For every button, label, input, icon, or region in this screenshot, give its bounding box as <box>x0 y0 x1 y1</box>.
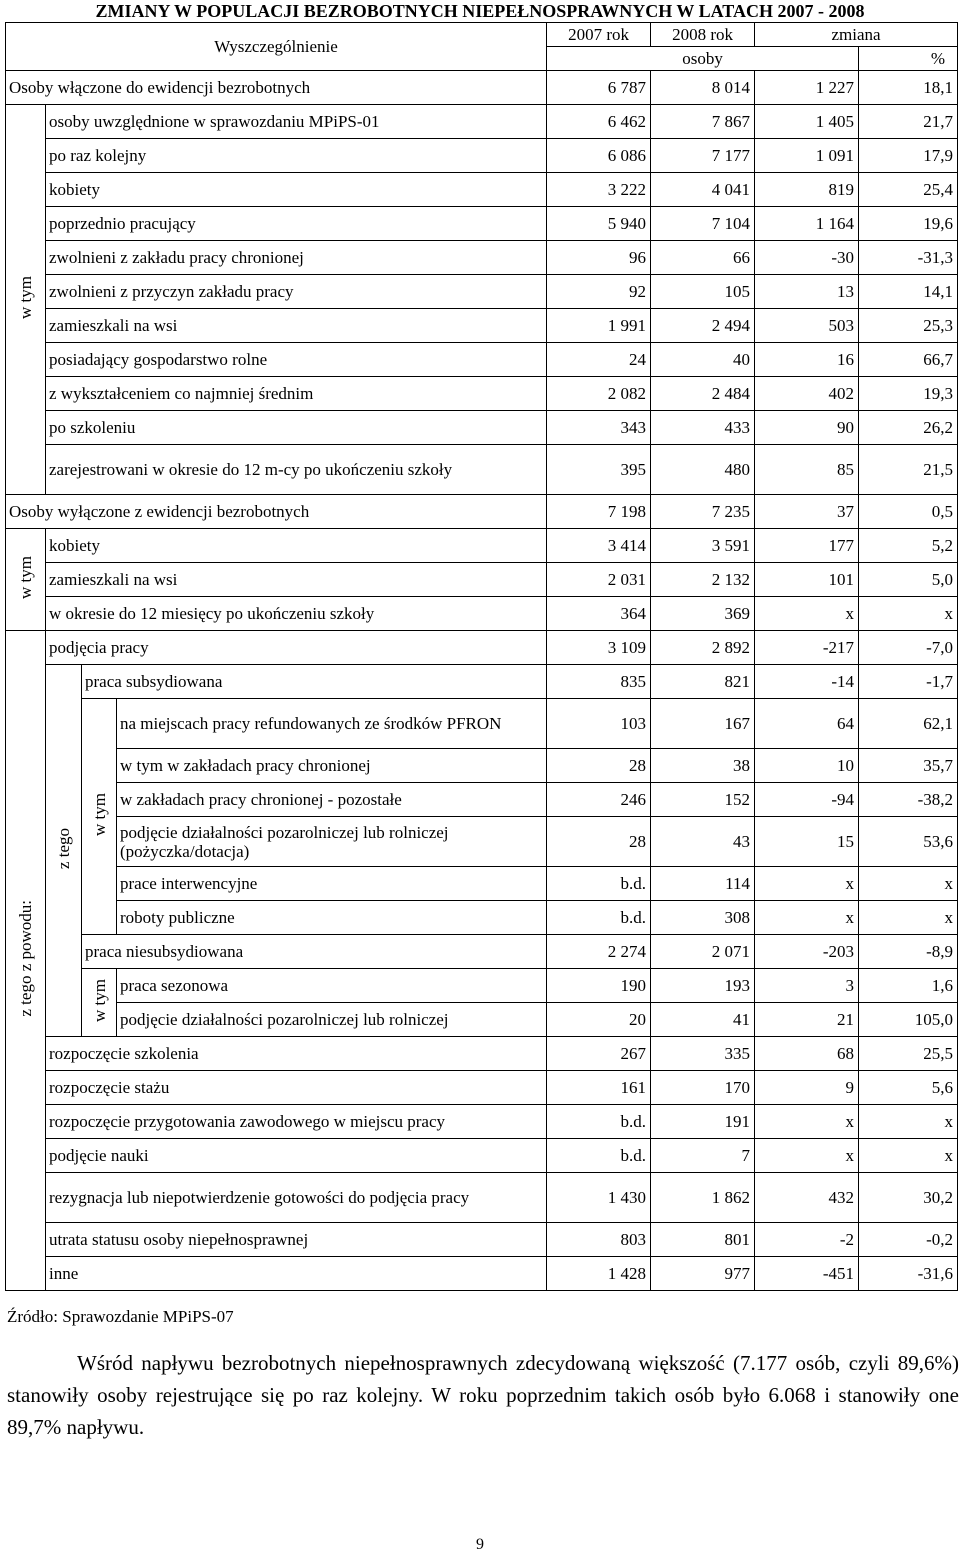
cell-y2008: 2 132 <box>651 563 755 597</box>
cell-y2008: 7 235 <box>651 495 755 529</box>
cell-pct: 66,7 <box>859 343 958 377</box>
cell-pct: 1,6 <box>859 969 958 1003</box>
row-label: prace interwencyjne <box>117 867 547 901</box>
cell-pct: 30,2 <box>859 1173 958 1223</box>
header-change: zmiana <box>755 23 958 47</box>
row-label: podjęcie działalności pozarolniczej lub rolniczej <box>117 1003 547 1037</box>
table-row <box>6 241 958 275</box>
cell-y2008: 480 <box>651 445 755 495</box>
cell-y2008: 152 <box>651 783 755 817</box>
row-label: w okresie do 12 miesięcy po ukończeniu szkoły <box>46 597 547 631</box>
page-number: 9 <box>476 1536 484 1553</box>
cell-diff: x <box>755 901 859 935</box>
table-row <box>6 411 958 445</box>
row-label: kobiety <box>46 529 547 563</box>
table-row <box>6 1257 958 1291</box>
row-label: z wykształceniem co najmniej średnim <box>46 377 547 411</box>
cell-y2007: 7 198 <box>547 495 651 529</box>
cell-y2007: 2 031 <box>547 563 651 597</box>
cell-y2007: b.d. <box>547 1139 651 1173</box>
table-row <box>6 1173 958 1223</box>
cell-y2008: 308 <box>651 901 755 935</box>
cell-y2008: 2 071 <box>651 935 755 969</box>
header-percent: % <box>859 47 958 71</box>
unemployment-table <box>5 22 958 1291</box>
cell-pct: -8,9 <box>859 935 958 969</box>
row-label: w zakładach pracy chronionej - pozostałe <box>117 783 547 817</box>
cell-pct: -1,7 <box>859 665 958 699</box>
cell-y2007: 1 991 <box>547 309 651 343</box>
row-label: praca sezonowa <box>117 969 547 1003</box>
row-label: Osoby wyłączone z ewidencji bezrobotnych <box>6 495 547 529</box>
cell-pct: 5,2 <box>859 529 958 563</box>
cell-y2007: 343 <box>547 411 651 445</box>
cell-y2007: 28 <box>547 817 651 867</box>
row-label: rezygnacja lub niepotwierdzenie gotowości do podjęcia pracy <box>46 1173 547 1223</box>
cell-y2007: 20 <box>547 1003 651 1037</box>
group-w-tym-included <box>6 105 46 495</box>
table-row <box>6 1223 958 1257</box>
row-label: posiadający gospodarstwo rolne <box>46 343 547 377</box>
cell-y2008: 7 104 <box>651 207 755 241</box>
cell-diff: -94 <box>755 783 859 817</box>
row-label: osoby uwzględnione w sprawozdaniu MPiPS-01 <box>46 105 547 139</box>
cell-pct: x <box>859 867 958 901</box>
cell-diff: 432 <box>755 1173 859 1223</box>
cell-y2007: 803 <box>547 1223 651 1257</box>
row-label: zwolnieni z przyczyn zakładu pracy <box>46 275 547 309</box>
cell-y2007: 2 082 <box>547 377 651 411</box>
cell-y2007: b.d. <box>547 901 651 935</box>
cell-pct: 17,9 <box>859 139 958 173</box>
row-label: roboty publiczne <box>117 901 547 935</box>
cell-diff: 16 <box>755 343 859 377</box>
header-row <box>6 23 958 47</box>
cell-y2008: 369 <box>651 597 755 631</box>
cell-diff: 85 <box>755 445 859 495</box>
cell-diff: 13 <box>755 275 859 309</box>
cell-pct: 5,6 <box>859 1071 958 1105</box>
cell-pct: 21,5 <box>859 445 958 495</box>
row-label: podjęcia pracy <box>46 631 547 665</box>
table-row <box>6 783 958 817</box>
cell-pct: -38,2 <box>859 783 958 817</box>
table-title: ZMIANY W POPULACJI BEZROBOTNYCH NIEPEŁNOSPRAWNYCH W LATACH 2007 - 2008 <box>95 1 865 21</box>
header-persons: osoby <box>547 47 859 71</box>
cell-y2008: 335 <box>651 1037 755 1071</box>
cell-diff: 1 164 <box>755 207 859 241</box>
source-note: Źródło: Sprawozdanie MPiPS-07 <box>7 1307 234 1326</box>
cell-pct: 19,3 <box>859 377 958 411</box>
cell-y2007: 96 <box>547 241 651 275</box>
cell-y2007: 267 <box>547 1037 651 1071</box>
cell-y2007: 103 <box>547 699 651 749</box>
cell-y2007: 1 430 <box>547 1173 651 1223</box>
cell-pct: 105,0 <box>859 1003 958 1037</box>
cell-pct: 25,4 <box>859 173 958 207</box>
cell-pct: 53,6 <box>859 817 958 867</box>
cell-y2008: 193 <box>651 969 755 1003</box>
row-label: zamieszkali na wsi <box>46 309 547 343</box>
row-label: praca subsydiowana <box>82 665 547 699</box>
row-label: inne <box>46 1257 547 1291</box>
row-label: na miejscach pracy refundowanych ze środków PFRON <box>117 699 547 749</box>
cell-diff: 177 <box>755 529 859 563</box>
cell-diff: 15 <box>755 817 859 867</box>
cell-diff: 1 405 <box>755 105 859 139</box>
cell-diff: 503 <box>755 309 859 343</box>
cell-pct: 26,2 <box>859 411 958 445</box>
row-label: podjęcie działalności pozarolniczej lub rolniczej (pożyczka/dotacja) <box>117 817 547 867</box>
cell-y2008: 2 494 <box>651 309 755 343</box>
cell-pct: 5,0 <box>859 563 958 597</box>
cell-y2008: 821 <box>651 665 755 699</box>
table-row <box>6 105 958 139</box>
group-w-tym-unsubsidized <box>82 969 117 1037</box>
cell-diff: 21 <box>755 1003 859 1037</box>
cell-diff: 9 <box>755 1071 859 1105</box>
cell-pct: x <box>859 597 958 631</box>
row-label: Osoby włączone do ewidencji bezrobotnych <box>6 71 547 105</box>
cell-y2008: 167 <box>651 699 755 749</box>
cell-y2008: 43 <box>651 817 755 867</box>
cell-y2008: 191 <box>651 1105 755 1139</box>
header-spec: Wyszczególnienie <box>6 23 547 71</box>
cell-pct: 21,7 <box>859 105 958 139</box>
cell-y2008: 2 484 <box>651 377 755 411</box>
cell-diff: x <box>755 597 859 631</box>
cell-y2007: 2 274 <box>547 935 651 969</box>
cell-y2008: 7 <box>651 1139 755 1173</box>
table-row <box>6 71 958 105</box>
cell-y2008: 7 177 <box>651 139 755 173</box>
cell-y2007: 28 <box>547 749 651 783</box>
cell-y2008: 2 892 <box>651 631 755 665</box>
cell-y2008: 433 <box>651 411 755 445</box>
cell-y2007: b.d. <box>547 1105 651 1139</box>
cell-pct: 62,1 <box>859 699 958 749</box>
cell-y2007: 3 414 <box>547 529 651 563</box>
row-label: podjęcie nauki <box>46 1139 547 1173</box>
cell-diff: 64 <box>755 699 859 749</box>
cell-y2008: 801 <box>651 1223 755 1257</box>
cell-diff: -451 <box>755 1257 859 1291</box>
cell-y2008: 170 <box>651 1071 755 1105</box>
cell-y2008: 3 591 <box>651 529 755 563</box>
cell-pct: x <box>859 901 958 935</box>
cell-pct: -31,6 <box>859 1257 958 1291</box>
cell-diff: -14 <box>755 665 859 699</box>
cell-diff: 37 <box>755 495 859 529</box>
cell-y2008: 8 014 <box>651 71 755 105</box>
table-row <box>6 1139 958 1173</box>
row-label: w tym w zakładach pracy chronionej <box>117 749 547 783</box>
table-row <box>6 1071 958 1105</box>
table-row <box>6 309 958 343</box>
cell-diff: 90 <box>755 411 859 445</box>
group-label: w tym <box>16 556 35 599</box>
table-row <box>6 275 958 309</box>
cell-diff: 819 <box>755 173 859 207</box>
group-w-tym-excluded <box>6 529 46 631</box>
row-label: zwolnieni z zakładu pracy chronionej <box>46 241 547 275</box>
group-label: z tego z powodu: <box>16 900 35 1017</box>
table-row <box>6 969 958 1003</box>
table-row <box>6 563 958 597</box>
cell-y2007: 6 462 <box>547 105 651 139</box>
table-row <box>6 445 958 495</box>
group-w-tym-subsidized <box>82 699 117 935</box>
cell-y2007: 161 <box>547 1071 651 1105</box>
cell-y2008: 114 <box>651 867 755 901</box>
cell-y2007: 190 <box>547 969 651 1003</box>
cell-pct: x <box>859 1105 958 1139</box>
cell-y2008: 40 <box>651 343 755 377</box>
cell-diff: 1 091 <box>755 139 859 173</box>
row-label: rozpoczęcie szkolenia <box>46 1037 547 1071</box>
cell-diff: 402 <box>755 377 859 411</box>
cell-pct: 18,1 <box>859 71 958 105</box>
cell-pct: -31,3 <box>859 241 958 275</box>
table-row <box>6 699 958 749</box>
table-row <box>6 173 958 207</box>
cell-y2007: 835 <box>547 665 651 699</box>
table-row <box>6 377 958 411</box>
group-z-tego <box>46 665 82 1037</box>
table-row <box>6 597 958 631</box>
cell-y2008: 977 <box>651 1257 755 1291</box>
header-2008: 2008 rok <box>651 23 755 47</box>
row-label: po szkoleniu <box>46 411 547 445</box>
cell-diff: x <box>755 867 859 901</box>
cell-y2008: 105 <box>651 275 755 309</box>
group-z-tego-z-powodu <box>6 631 46 1291</box>
cell-pct: -7,0 <box>859 631 958 665</box>
row-label: praca niesubsydiowana <box>82 935 547 969</box>
cell-y2007: 3 222 <box>547 173 651 207</box>
cell-y2008: 7 867 <box>651 105 755 139</box>
cell-pct: 35,7 <box>859 749 958 783</box>
table-row <box>6 935 958 969</box>
cell-diff: 3 <box>755 969 859 1003</box>
table-row <box>6 1037 958 1071</box>
cell-pct: x <box>859 1139 958 1173</box>
table-row <box>6 867 958 901</box>
cell-y2007: 24 <box>547 343 651 377</box>
cell-diff: 1 227 <box>755 71 859 105</box>
cell-y2007: 246 <box>547 783 651 817</box>
cell-y2007: b.d. <box>547 867 651 901</box>
table-row <box>6 343 958 377</box>
cell-y2007: 395 <box>547 445 651 495</box>
cell-pct: 25,3 <box>859 309 958 343</box>
cell-pct: 19,6 <box>859 207 958 241</box>
header-2007: 2007 rok <box>547 23 651 47</box>
cell-diff: -203 <box>755 935 859 969</box>
table-row <box>6 1003 958 1037</box>
cell-diff: 68 <box>755 1037 859 1071</box>
cell-y2007: 6 787 <box>547 71 651 105</box>
table-row <box>6 1105 958 1139</box>
cell-y2008: 38 <box>651 749 755 783</box>
cell-y2007: 92 <box>547 275 651 309</box>
cell-y2007: 6 086 <box>547 139 651 173</box>
cell-y2008: 66 <box>651 241 755 275</box>
group-label: w tym <box>16 276 35 319</box>
cell-pct: 0,5 <box>859 495 958 529</box>
cell-pct: -0,2 <box>859 1223 958 1257</box>
table-row <box>6 665 958 699</box>
table-row <box>6 495 958 529</box>
row-label: utrata statusu osoby niepełnosprawnej <box>46 1223 547 1257</box>
cell-y2007: 1 428 <box>547 1257 651 1291</box>
cell-diff: x <box>755 1105 859 1139</box>
group-label: w tym <box>89 793 109 836</box>
cell-y2008: 4 041 <box>651 173 755 207</box>
table-row <box>6 529 958 563</box>
cell-pct: 25,5 <box>859 1037 958 1071</box>
summary-paragraph: Wśród napływu bezrobotnych niepełnosprawnych zdecydowaną większość (7.177 osób, czyli 89,6%) stanowiły osoby rejestrujące się po raz kolejny. W roku poprzednim takich osób było 6.068 i stanowiły one 89,7% napływu. <box>7 1351 959 1439</box>
cell-diff: -2 <box>755 1223 859 1257</box>
table-row <box>6 901 958 935</box>
cell-y2008: 1 862 <box>651 1173 755 1223</box>
cell-diff: x <box>755 1139 859 1173</box>
group-label: z tego <box>54 827 73 870</box>
table-row <box>6 631 958 665</box>
cell-diff: -30 <box>755 241 859 275</box>
cell-diff: -217 <box>755 631 859 665</box>
table-row <box>6 207 958 241</box>
cell-y2008: 41 <box>651 1003 755 1037</box>
row-label: po raz kolejny <box>46 139 547 173</box>
cell-y2007: 3 109 <box>547 631 651 665</box>
table-row <box>6 749 958 783</box>
row-label: poprzednio pracujący <box>46 207 547 241</box>
row-label: rozpoczęcie stażu <box>46 1071 547 1105</box>
table-row <box>6 817 958 867</box>
row-label: zarejestrowani w okresie do 12 m-cy po ukończeniu szkoły <box>46 445 547 495</box>
row-label: zamieszkali na wsi <box>46 563 547 597</box>
cell-y2007: 5 940 <box>547 207 651 241</box>
cell-pct: 14,1 <box>859 275 958 309</box>
table-row <box>6 139 958 173</box>
cell-diff: 10 <box>755 749 859 783</box>
row-label: kobiety <box>46 173 547 207</box>
group-label: w tym <box>89 979 109 1022</box>
cell-diff: 101 <box>755 563 859 597</box>
cell-y2007: 364 <box>547 597 651 631</box>
row-label: rozpoczęcie przygotowania zawodowego w miejscu pracy <box>46 1105 547 1139</box>
